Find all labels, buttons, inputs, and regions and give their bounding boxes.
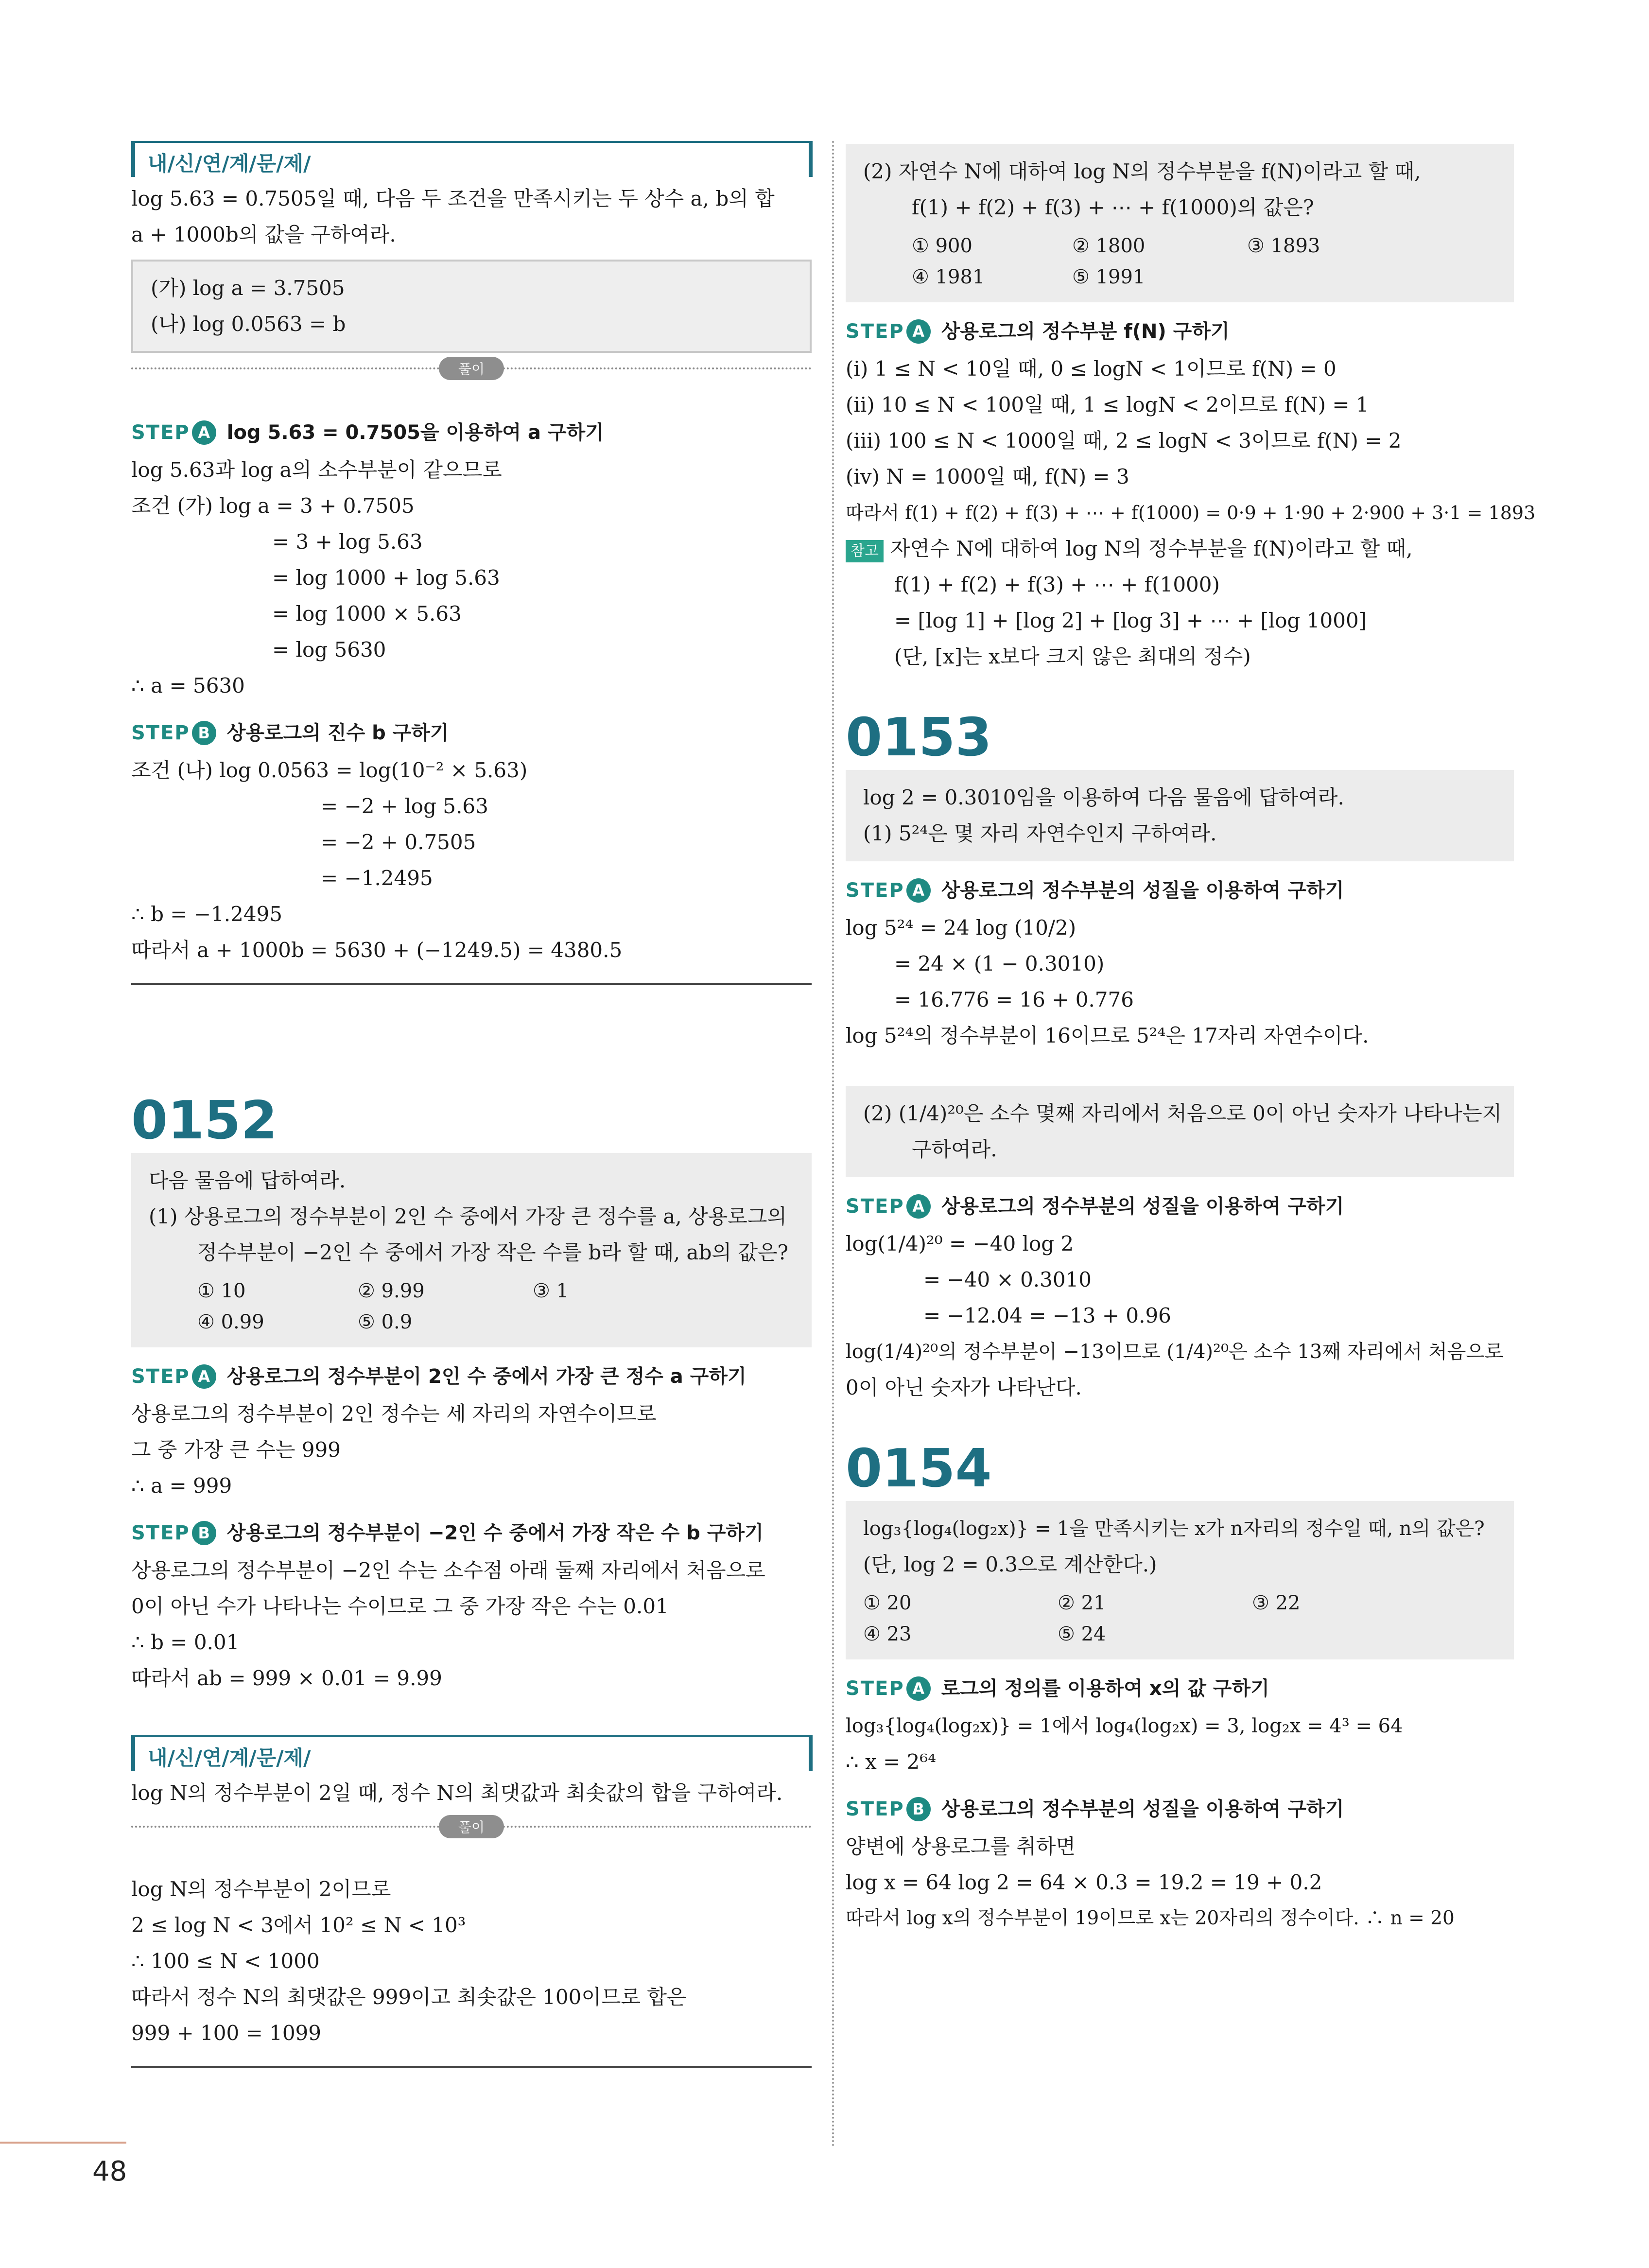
step-label: STEP xyxy=(131,722,190,744)
solution-tag: 풀이 xyxy=(439,357,504,380)
problem-line: (2) (1/4)²⁰은 소수 몇째 자리에서 처음으로 0이 아닌 숫자가 나타나는지 xyxy=(863,1101,1502,1125)
note-line xyxy=(846,531,1514,567)
condition-na: (나) log 0.0563 = b xyxy=(151,312,346,336)
problem-line: f(1) + f(2) + f(3) + ⋯ + f(1000)의 값은? xyxy=(912,195,1314,219)
naesin-header: 내/신/연/계/문/제/ xyxy=(131,141,813,177)
problem-line: 다음 물음에 답하여라. xyxy=(149,1169,346,1192)
step-title: 상용로그의 정수부분의 성질을 이용하여 구하기 xyxy=(941,1798,1344,1820)
solution-line: (ⅲ) 100 ≤ N < 1000일 때, 2 ≤ logN < 3이므로 f(N) = 2 xyxy=(846,429,1402,453)
step-b-heading xyxy=(131,714,812,752)
problem-0154 xyxy=(846,1440,1514,1937)
naesin-header: 내/신/연/계/문/제/ xyxy=(131,1735,813,1771)
choice-5[interactable]: ⑤ 0.9 xyxy=(358,1311,413,1333)
step-label: STEP xyxy=(131,421,190,444)
left-column xyxy=(131,141,812,2068)
step-circle-b: B xyxy=(906,1797,931,1821)
step-a-heading xyxy=(131,1357,812,1396)
solution-final: 따라서 a + 1000b = 5630 + (−1249.5) = 4380.5 xyxy=(131,938,623,962)
step-title: 상용로그의 정수부분의 성질을 이용하여 구하기 xyxy=(941,1195,1344,1218)
step-title: 상용로그의 진수 b 구하기 xyxy=(226,722,449,744)
column-divider xyxy=(832,141,834,2148)
choice-1[interactable]: ① 900 xyxy=(912,235,972,257)
step-label: STEP xyxy=(846,1798,904,1820)
problem-line: 구하여라. xyxy=(912,1137,997,1161)
problem-line: (단, log 2 = 0.3으로 계산한다.) xyxy=(863,1553,1157,1576)
solution-line: log₃{log₄(log₂x)} = 1에서 log₄(log₂x) = 3, log₂x = 4³ = 64 xyxy=(846,1715,1403,1737)
choice-3[interactable]: ③ 22 xyxy=(1252,1592,1301,1614)
solution-result: ∴ b = 0.01 xyxy=(131,1630,240,1654)
solution-final: 따라서 log x의 정수부분이 19이므로 x는 20자리의 정수이다. ∴ n = 20 xyxy=(846,1907,1455,1929)
solution-result: 0이 아닌 숫자가 나타난다. xyxy=(846,1376,1082,1399)
step-title: log 5.63 = 0.7505을 이용하여 a 구하기 xyxy=(226,421,604,444)
problem-0153 xyxy=(846,709,1514,1406)
step-circle-a: A xyxy=(906,878,931,903)
solution-line: 상용로그의 정수부분이 2인 정수는 세 자리의 자연수이므로 xyxy=(131,1402,657,1426)
choice-4[interactable]: ④ 0.99 xyxy=(197,1311,264,1333)
problem-line: log N의 정수부분이 2일 때, 정수 N의 최댓값과 최솟값의 합을 구하여라. xyxy=(131,1781,783,1805)
step-circle-a: A xyxy=(906,1676,931,1701)
problem-box xyxy=(846,1501,1514,1659)
step-a-heading xyxy=(131,413,812,452)
solution-final: 따라서 ab = 999 × 0.01 = 9.99 xyxy=(131,1666,442,1690)
choice-2[interactable]: ② 1800 xyxy=(1072,235,1146,257)
note-badge: 참고 xyxy=(846,540,884,562)
choice-2[interactable]: ② 21 xyxy=(1058,1592,1106,1614)
right-column xyxy=(846,141,1536,1937)
solution-line: = −2 + log 5.63 xyxy=(321,794,488,818)
solution-result: log 5²⁴의 정수부분이 16이므로 5²⁴은 17자리 자연수이다. xyxy=(846,1024,1369,1047)
solution-line: 조건 (가) log a = 3 + 0.7505 xyxy=(131,494,415,518)
choice-4[interactable]: ④ 23 xyxy=(863,1623,912,1645)
choice-1[interactable]: ① 20 xyxy=(863,1592,912,1614)
step-title: 상용로그의 정수부분이 −2인 수 중에서 가장 작은 수 b 구하기 xyxy=(226,1522,764,1544)
note-line: (단, [x]는 x보다 크지 않은 최대의 정수) xyxy=(894,645,1251,668)
solution-line: (ⅳ) N = 1000일 때, f(N) = 3 xyxy=(846,465,1129,488)
solution-final: 따라서 f(1) + f(2) + f(3) + ⋯ + f(1000) = 0·9 + 1·90 + 2·900 + 3·1 = 1893 xyxy=(846,502,1536,523)
step-circle-a: A xyxy=(906,319,931,344)
solution-divider xyxy=(131,1819,812,1862)
solution-line: = −12.04 = −13 + 0.96 xyxy=(923,1304,1171,1327)
solution-line: = −2 + 0.7505 xyxy=(321,830,476,854)
problem-0152-part2 xyxy=(846,144,1536,675)
step-label: STEP xyxy=(846,320,904,343)
section-rule xyxy=(131,2066,812,2068)
solution-line: 양변에 상용로그를 취하면 xyxy=(846,1834,1076,1858)
problem-0152 xyxy=(131,1092,812,1696)
solution-line: log N의 정수부분이 2이므로 xyxy=(131,1877,391,1901)
condition-ga: (가) log a = 3.7505 xyxy=(151,276,345,300)
problem-box xyxy=(846,770,1514,861)
problem-box xyxy=(131,1153,812,1347)
step-circle-a: A xyxy=(192,1364,216,1389)
solution-line: log 5²⁴ = 24 log (10/2) xyxy=(846,916,1076,940)
step-label: STEP xyxy=(846,1677,904,1700)
solution-result: ∴ a = 999 xyxy=(131,1474,232,1498)
choice-5[interactable]: ⑤ 24 xyxy=(1058,1623,1106,1645)
problem-line: a + 1000b의 값을 구하여라. xyxy=(131,223,396,246)
page-number: 48 xyxy=(92,2156,127,2187)
problem-line: (1) 상용로그의 정수부분이 2인 수 중에서 가장 큰 정수를 a, 상용로그의 xyxy=(149,1204,787,1228)
step-title: 로그의 정의를 이용하여 x의 값 구하기 xyxy=(941,1677,1269,1700)
solution-result: ∴ x = 2⁶⁴ xyxy=(846,1750,937,1774)
solution-final: 999 + 100 = 1099 xyxy=(131,2021,322,2045)
step-circle-a: A xyxy=(192,420,216,445)
solution-line: (ⅰ) 1 ≤ N < 10일 때, 0 ≤ logN < 1이므로 f(N) = 0 xyxy=(846,357,1337,381)
solution-line: 그 중 가장 큰 수는 999 xyxy=(131,1438,341,1462)
step-a-heading xyxy=(846,1187,1514,1226)
choice-2[interactable]: ② 9.99 xyxy=(358,1280,425,1302)
note-line: f(1) + f(2) + f(3) + ⋯ + f(1000) xyxy=(894,573,1220,596)
step-title: 상용로그의 정수부분 f(N) 구하기 xyxy=(941,320,1230,343)
step-circle-a: A xyxy=(906,1194,931,1219)
choice-3[interactable]: ③ 1 xyxy=(533,1280,569,1302)
problem-number: 0153 xyxy=(846,707,992,768)
step-title: 상용로그의 정수부분의 성질을 이용하여 구하기 xyxy=(941,879,1344,902)
choice-list xyxy=(149,1275,794,1338)
problem-line: (2) 자연수 N에 대하여 log N의 정수부분을 f(N)이라고 할 때, xyxy=(863,159,1421,183)
solution-line: (ⅱ) 10 ≤ N < 100일 때, 1 ≤ logN < 2이므로 f(N) = 1 xyxy=(846,393,1369,417)
choice-list xyxy=(863,1588,1496,1650)
step-label: STEP xyxy=(846,879,904,902)
naesin-problem-1 xyxy=(131,141,812,985)
solution-result: ∴ b = −1.2495 xyxy=(131,902,283,926)
step-a-heading xyxy=(846,312,1514,351)
problem-line: log₃{log₄(log₂x)} = 1을 만족시키는 x가 n자리의 정수일 때, n의 값은? xyxy=(863,1518,1485,1540)
choice-5[interactable]: ⑤ 1991 xyxy=(1072,266,1146,288)
step-label: STEP xyxy=(131,1522,190,1544)
choice-1[interactable]: ① 10 xyxy=(197,1280,246,1302)
solution-line: = 3 + log 5.63 xyxy=(272,530,423,554)
problem-line: log 2 = 0.3010임을 이용하여 다음 물음에 답하여라. xyxy=(863,785,1344,809)
condition-box xyxy=(131,260,812,353)
problem-box xyxy=(846,144,1514,302)
step-a-heading xyxy=(846,1669,1514,1708)
step-b-heading xyxy=(131,1514,812,1553)
naesin-problem-2 xyxy=(131,1735,812,2068)
note-line: = [log 1] + [log 2] + [log 3] + ⋯ + [log 1000] xyxy=(894,609,1367,632)
solution-line: = log 5630 xyxy=(272,638,386,662)
choice-list xyxy=(863,230,1496,293)
solution-divider xyxy=(131,361,812,403)
problem-line: (1) 5²⁴은 몇 자리 자연수인지 구하여라. xyxy=(863,821,1217,845)
note-text: 자연수 N에 대하여 log N의 정수부분을 f(N)이라고 할 때, xyxy=(890,537,1413,560)
solution-line: 2 ≤ log N < 3에서 10² ≤ N < 10³ xyxy=(131,1913,466,1937)
step-circle-b: B xyxy=(192,721,216,745)
solution-line: = −1.2495 xyxy=(321,866,433,890)
problem-line: 정수부분이 −2인 수 중에서 가장 작은 수를 b라 할 때, ab의 값은? xyxy=(197,1240,789,1264)
problem-box-part2 xyxy=(846,1086,1514,1177)
solution-result: log(1/4)²⁰의 정수부분이 −13이므로 (1/4)²⁰은 소수 13째 자리에서 처음으로 xyxy=(846,1341,1504,1363)
solution-line: = log 1000 + log 5.63 xyxy=(272,566,500,590)
choice-4[interactable]: ④ 1981 xyxy=(912,266,985,288)
solution-line: = log 1000 × 5.63 xyxy=(272,602,462,626)
step-b-heading xyxy=(846,1790,1514,1829)
page-corner-rule xyxy=(0,2142,126,2144)
step-label: STEP xyxy=(846,1195,904,1218)
solution-line: 상용로그의 정수부분이 −2인 수는 소수점 아래 둘째 자리에서 처음으로 xyxy=(131,1558,765,1582)
solution-result: ∴ a = 5630 xyxy=(131,674,245,698)
solution-tag: 풀이 xyxy=(439,1815,504,1838)
step-circle-b: B xyxy=(192,1521,216,1545)
solution-line: ∴ 100 ≤ N < 1000 xyxy=(131,1949,320,1973)
solution-line: log(1/4)²⁰ = −40 log 2 xyxy=(846,1232,1074,1256)
solution-line: = 24 × (1 − 0.3010) xyxy=(894,952,1105,976)
choice-3[interactable]: ③ 1893 xyxy=(1247,235,1320,257)
solution-line: log 5.63과 log a의 소수부분이 같으므로 xyxy=(131,458,502,482)
solution-line: 0이 아닌 수가 나타나는 수이므로 그 중 가장 작은 수는 0.01 xyxy=(131,1594,669,1618)
solution-line: = −40 × 0.3010 xyxy=(923,1268,1092,1291)
step-label: STEP xyxy=(131,1365,190,1388)
solution-line: 조건 (나) log 0.0563 = log(10⁻² × 5.63) xyxy=(131,758,528,782)
solution-line: 따라서 정수 N의 최댓값은 999이고 최솟값은 100이므로 합은 xyxy=(131,1985,687,2009)
problem-line: log 5.63 = 0.7505일 때, 다음 두 조건을 만족시키는 두 상수 a, b의 합 xyxy=(131,187,775,210)
problem-number: 0154 xyxy=(846,1438,992,1499)
step-title: 상용로그의 정수부분이 2인 수 중에서 가장 큰 정수 a 구하기 xyxy=(226,1365,746,1388)
step-a-heading xyxy=(846,871,1514,910)
problem-number: 0152 xyxy=(131,1090,278,1151)
solution-line: = 16.776 = 16 + 0.776 xyxy=(894,988,1134,1012)
solution-line: log x = 64 log 2 = 64 × 0.3 = 19.2 = 19 + 0.2 xyxy=(846,1870,1322,1894)
